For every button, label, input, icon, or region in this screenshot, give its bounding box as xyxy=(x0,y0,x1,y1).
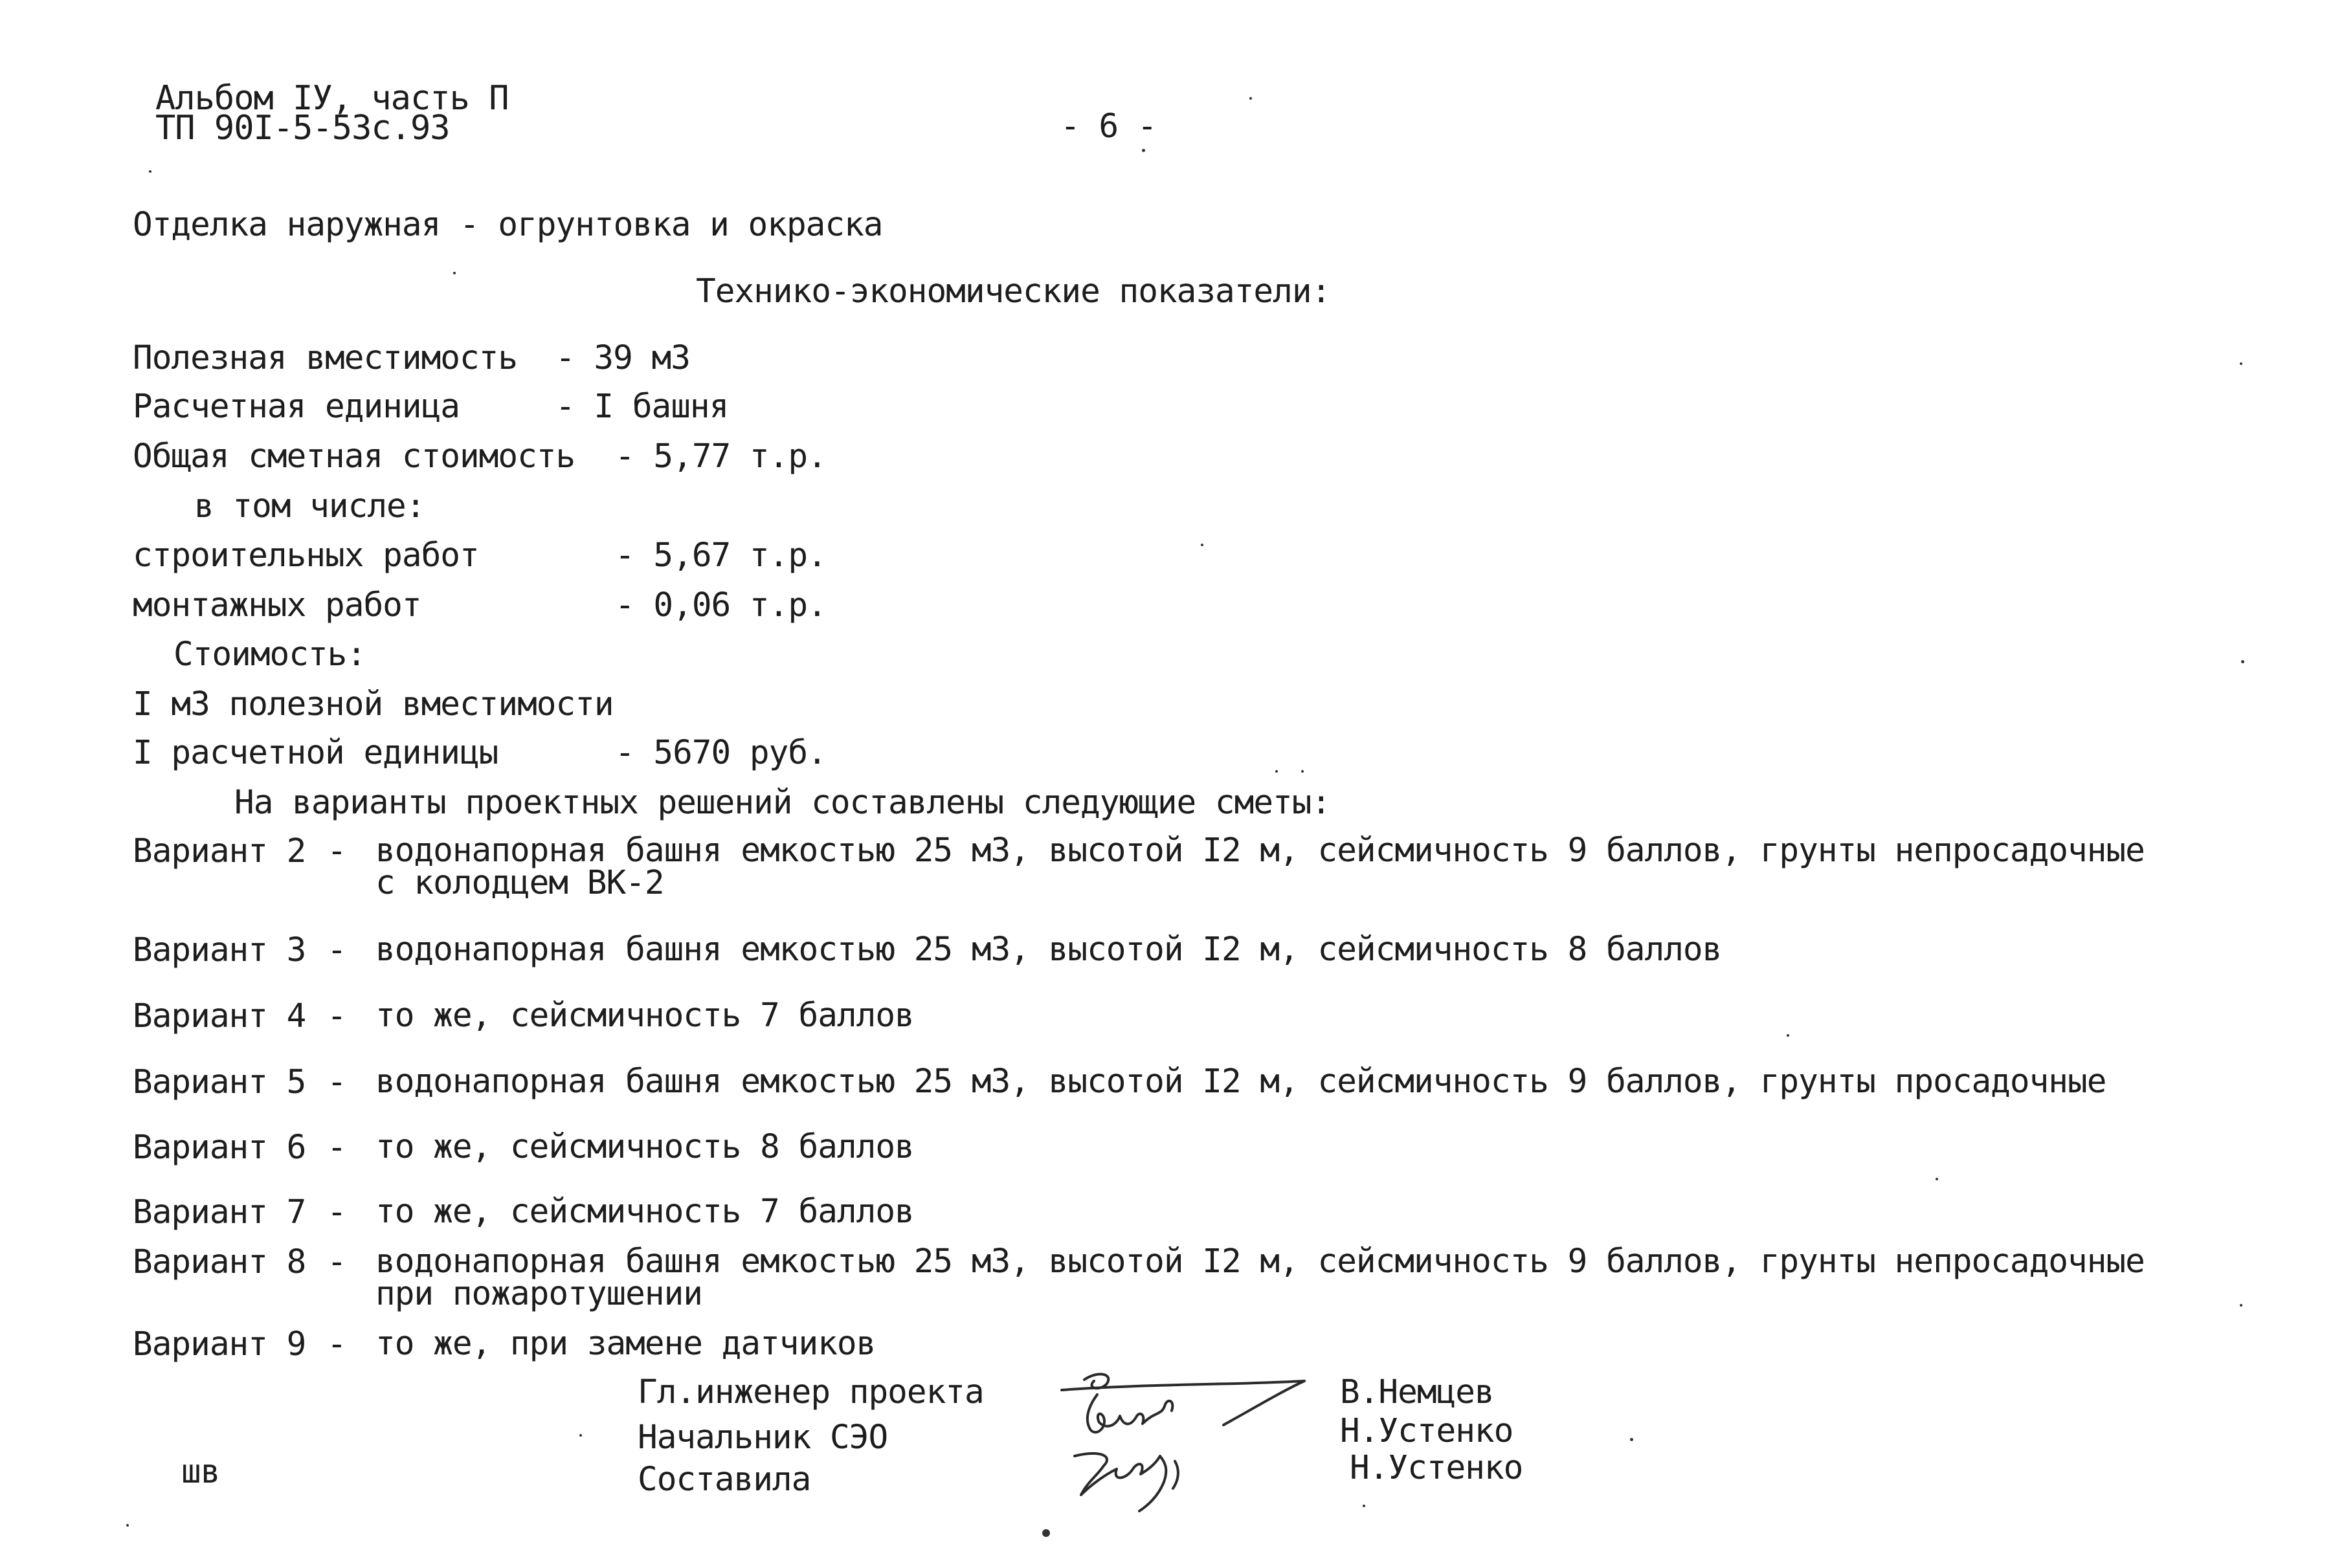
variant-line: то же, сейсмичность 7 баллов xyxy=(375,997,914,1035)
paper-speck xyxy=(1275,770,1278,773)
signature-name: В.Немцев xyxy=(1340,1373,1494,1411)
variant-dash: - xyxy=(327,1193,346,1231)
signature-stroke xyxy=(1173,1461,1178,1488)
album-reference: Альбом IУ, часть П xyxy=(155,79,509,118)
indicator-label: Общая сметная стоимость xyxy=(133,437,575,476)
variant-label: Вариант 6 xyxy=(133,1129,306,1167)
variant-dash: - xyxy=(327,832,346,870)
breakdown-label: строительных работ xyxy=(133,536,479,575)
breakdown-value: - 5,67 т.р. xyxy=(615,536,827,575)
paper-speck xyxy=(2240,362,2242,365)
variant-line: водонапорная башня емкостью 25 м3, высотой I2 м, сейсмичность 9 баллов, грунты непросадочные xyxy=(375,1242,2145,1281)
paper-speck xyxy=(1787,1034,1789,1037)
breakdown-label: монтажных работ xyxy=(133,586,421,624)
variant-label: Вариант 3 xyxy=(133,931,306,969)
cost-label: Стоимость: xyxy=(173,635,366,674)
variant-line: то же, сейсмичность 7 баллов xyxy=(375,1193,914,1231)
signature-name: Н.Устенко xyxy=(1350,1449,1523,1487)
variant-text xyxy=(375,1063,2106,1101)
variant-text xyxy=(375,832,2145,902)
variant-label: Вариант 7 xyxy=(133,1193,306,1231)
variant-label: Вариант 9 xyxy=(133,1325,306,1364)
variant-dash: - xyxy=(327,1063,346,1101)
variant-text xyxy=(375,1242,2145,1313)
signature-stroke xyxy=(1062,1374,1304,1390)
variant-line: водонапорная башня емкостью 25 м3, высотой I2 м, сейсмичность 9 баллов, грунты просадочные xyxy=(375,1063,2106,1101)
document-code: ТП 90I-5-53с.93 xyxy=(155,108,450,148)
typist-mark: шв xyxy=(181,1453,220,1491)
paper-speck xyxy=(453,272,456,274)
variant-line: с колодцем ВК-2 xyxy=(375,863,664,902)
paper-speck xyxy=(149,170,151,173)
variant-dash: - xyxy=(327,1325,346,1364)
variant-dash: - xyxy=(327,1243,346,1281)
variant-dash: - xyxy=(327,997,346,1035)
paper-speck xyxy=(1630,1438,1633,1441)
section-title: Технико-экономические показатели: xyxy=(696,272,1331,311)
variant-line: то же, при замене датчиков xyxy=(375,1325,876,1363)
including-label: в том числе: xyxy=(194,487,425,525)
variant-dash: - xyxy=(327,1129,346,1167)
cost-row-label: I расчетной единицы xyxy=(133,734,498,772)
paper-speck xyxy=(1936,1178,1938,1180)
variants-intro: На варианты проектных решений составлены следующие сметы: xyxy=(234,784,1331,822)
variant-text xyxy=(375,931,1722,969)
paper-speck xyxy=(1363,1505,1365,1507)
paper-speck xyxy=(1249,97,1252,100)
paper-speck xyxy=(1301,770,1304,773)
indicator-value: - 39 м3 xyxy=(555,339,690,377)
signature-role: Начальник СЭО xyxy=(638,1419,888,1457)
cost-row-label: I м3 полезной вместимости xyxy=(133,685,614,723)
variant-text xyxy=(375,997,914,1035)
document-header xyxy=(155,79,509,148)
signature-stroke xyxy=(1075,1453,1166,1511)
indicator-label: Расчетная единица xyxy=(133,388,460,426)
paper-speck xyxy=(126,1524,129,1527)
variant-line: водонапорная башня емкостью 25 м3, высотой I2 м, сейсмичность 8 баллов xyxy=(375,931,1722,969)
signature-name: Н.Устенко xyxy=(1340,1412,1513,1450)
variant-text xyxy=(375,1128,914,1166)
breakdown-value: - 0,06 т.р. xyxy=(615,586,827,624)
signature-stroke xyxy=(1223,1381,1304,1425)
variant-label: Вариант 8 xyxy=(133,1243,306,1281)
paper-speck xyxy=(1201,544,1203,546)
paper-speck xyxy=(579,1434,582,1437)
signature-stroke xyxy=(1088,1395,1173,1432)
indicator-value: - 5,77 т.р. xyxy=(615,437,827,476)
paper-speck xyxy=(2241,660,2244,663)
page-number: - 6 - xyxy=(1060,107,1157,146)
variant-text xyxy=(375,1193,914,1231)
variant-label: Вариант 2 xyxy=(133,832,306,870)
signature-role: Гл.инженер проекта xyxy=(638,1373,984,1411)
signature-role: Составила xyxy=(638,1461,811,1499)
indicator-value: - I башня xyxy=(555,388,729,426)
variant-line: водонапорная башня емкостью 25 м3, высотой I2 м, сейсмичность 9 баллов, грунты непросадочные xyxy=(375,832,2145,870)
variant-dash: - xyxy=(327,931,346,969)
indicator-label: Полезная вместимость xyxy=(133,339,518,377)
cost-row-value: - 5670 руб. xyxy=(615,734,827,772)
variant-label: Вариант 4 xyxy=(133,997,306,1035)
variant-label: Вариант 5 xyxy=(133,1063,306,1101)
variant-line: при пожаротушении xyxy=(375,1274,702,1313)
paper-speck xyxy=(2240,1304,2242,1307)
paper-speck xyxy=(1142,149,1145,152)
variant-line: то же, сейсмичность 8 баллов xyxy=(375,1128,914,1166)
paper-speck xyxy=(1042,1529,1050,1537)
variant-text xyxy=(375,1325,876,1363)
finish-line: Отделка наружная - огрунтовка и окраска xyxy=(133,206,883,244)
handwritten-signature xyxy=(1036,1365,1321,1521)
